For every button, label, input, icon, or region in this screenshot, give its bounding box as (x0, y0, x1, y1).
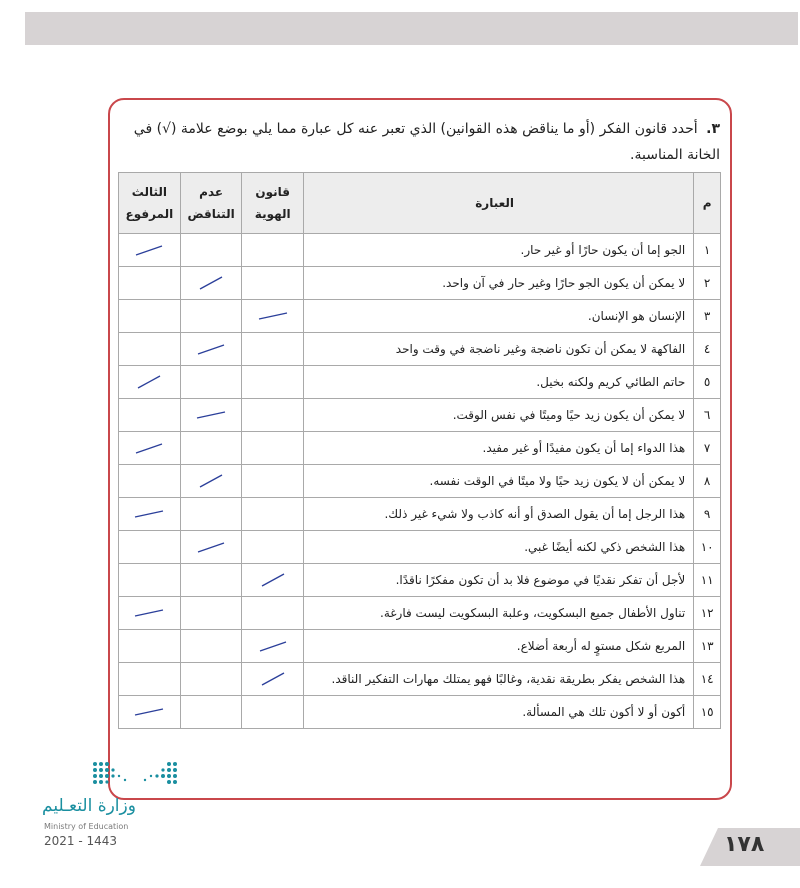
check-cell-non-contradiction[interactable] (180, 333, 242, 366)
row-number: ٧ (694, 432, 721, 465)
check-cell-excluded-middle[interactable] (119, 498, 181, 531)
row-statement: المربع شكل مستوٍ له أربعة أضلاع. (303, 630, 693, 663)
row-statement: هذا الرجل إما أن يقول الصدق أو أنه كاذب ولا شيء غير ذلك. (303, 498, 693, 531)
tick-mark-icon (195, 406, 227, 424)
row-statement: هذا الشخص يفكر بطريقة نقدية، وغالبًا فهو يمتلك مهارات التفكير الناقد. (303, 663, 693, 696)
row-statement: هذا الدواء إما أن يكون مفيدًا أو غير مفيد. (303, 432, 693, 465)
check-cell-identity[interactable] (242, 696, 303, 729)
check-cell-non-contradiction[interactable] (180, 399, 242, 432)
check-cell-identity[interactable] (242, 465, 303, 498)
tick-mark-icon (195, 472, 227, 490)
check-cell-excluded-middle[interactable] (119, 267, 181, 300)
tick-stroke (138, 376, 160, 388)
row-statement: أكون أو لا أكون تلك هي المسألة. (303, 696, 693, 729)
tick-mark-icon (133, 373, 165, 391)
check-cell-non-contradiction[interactable] (180, 663, 242, 696)
check-cell-non-contradiction[interactable] (180, 300, 242, 333)
check-cell-excluded-middle[interactable] (119, 564, 181, 597)
table-row (119, 333, 721, 366)
row-number: ٥ (694, 366, 721, 399)
row-statement: الإنسان هو الإنسان. (303, 300, 693, 333)
tick-stroke (259, 313, 287, 319)
tick-mark-icon (133, 604, 165, 622)
check-cell-excluded-middle[interactable] (119, 465, 181, 498)
row-number: ١٠ (694, 531, 721, 564)
table-header-row (119, 173, 721, 234)
check-cell-identity[interactable] (242, 597, 303, 630)
question-text (120, 116, 720, 168)
table-row (119, 531, 721, 564)
check-cell-identity[interactable] (242, 564, 303, 597)
check-cell-non-contradiction[interactable] (180, 531, 242, 564)
tick-stroke (260, 642, 286, 651)
row-statement: هذا الشخص ذكي لكنه أيضًا غبي. (303, 531, 693, 564)
logo-dots-icon (89, 760, 181, 790)
table-row (119, 267, 721, 300)
row-number: ١٢ (694, 597, 721, 630)
tick-stroke (200, 475, 222, 487)
check-cell-excluded-middle[interactable] (119, 366, 181, 399)
tick-stroke (262, 574, 284, 586)
row-number: ٤ (694, 333, 721, 366)
tick-stroke (135, 511, 163, 517)
check-cell-non-contradiction[interactable] (180, 267, 242, 300)
header-num: م (694, 173, 721, 234)
row-statement: الفاكهة لا يمكن أن تكون ناضجة وغير ناضجة في وقت واحد (303, 333, 693, 366)
tick-stroke (198, 345, 224, 354)
tick-stroke (262, 673, 284, 685)
check-cell-excluded-middle[interactable] (119, 333, 181, 366)
tick-stroke (136, 444, 162, 453)
tick-stroke (135, 709, 163, 715)
row-number: ١٤ (694, 663, 721, 696)
check-cell-excluded-middle[interactable] (119, 630, 181, 663)
row-number: ٣ (694, 300, 721, 333)
row-statement: الجو إما أن يكون حارًا أو غير حار. (303, 234, 693, 267)
check-cell-identity[interactable] (242, 663, 303, 696)
page-number: ١٧٨ (724, 832, 765, 857)
tick-mark-icon (257, 637, 289, 655)
question-number: ٣. (706, 121, 720, 137)
check-cell-excluded-middle[interactable] (119, 663, 181, 696)
tick-mark-icon (133, 505, 165, 523)
check-cell-non-contradiction[interactable] (180, 465, 242, 498)
tick-stroke (197, 412, 225, 418)
table-row (119, 465, 721, 498)
row-statement: لأجل أن تفكر نقديًا في موضوع فلا بد أن تكون مفكرًا ناقدًا. (303, 564, 693, 597)
check-cell-identity[interactable] (242, 234, 303, 267)
logo-year: 2021 - 1443 (44, 834, 118, 848)
table-row (119, 366, 721, 399)
header-non-contradiction: عدم التناقض (180, 173, 242, 234)
check-cell-excluded-middle[interactable] (119, 597, 181, 630)
table-row (119, 399, 721, 432)
check-cell-identity[interactable] (242, 531, 303, 564)
check-cell-non-contradiction[interactable] (180, 630, 242, 663)
check-cell-identity[interactable] (242, 498, 303, 531)
tick-mark-icon (257, 571, 289, 589)
row-number: ١ (694, 234, 721, 267)
check-cell-non-contradiction[interactable] (180, 564, 242, 597)
check-cell-non-contradiction[interactable] (180, 432, 242, 465)
check-cell-identity[interactable] (242, 267, 303, 300)
row-number: ٢ (694, 267, 721, 300)
tick-mark-icon (257, 670, 289, 688)
check-cell-excluded-middle[interactable] (119, 696, 181, 729)
table-row (119, 663, 721, 696)
ministry-logo (42, 760, 152, 850)
check-cell-identity[interactable] (242, 366, 303, 399)
worksheet-table (118, 172, 721, 729)
check-cell-identity[interactable] (242, 432, 303, 465)
header-excluded-middle: الثالث المرفوع (119, 173, 181, 234)
header-identity: قانون الهوية (242, 173, 303, 234)
row-number: ١٥ (694, 696, 721, 729)
check-cell-non-contradiction[interactable] (180, 234, 242, 267)
table-row (119, 696, 721, 729)
question-body: أحدد قانون الفكر (أو ما يناقض هذه القوانين) الذي تعبر عنه كل عبارة مما يلي بوضع علامة (√) في الخانة المناسبة. (133, 121, 720, 163)
table-row (119, 597, 721, 630)
header-band (25, 12, 798, 45)
row-number: ٩ (694, 498, 721, 531)
tick-stroke (198, 543, 224, 552)
check-cell-non-contradiction[interactable] (180, 696, 242, 729)
check-cell-excluded-middle[interactable] (119, 234, 181, 267)
tick-stroke (135, 610, 163, 616)
row-statement: تناول الأطفال جميع البسكويت، وعلبة البسكويت ليست فارغة. (303, 597, 693, 630)
table-row (119, 564, 721, 597)
check-cell-excluded-middle[interactable] (119, 432, 181, 465)
check-cell-identity[interactable] (242, 300, 303, 333)
table-row (119, 234, 721, 267)
check-cell-non-contradiction[interactable] (180, 498, 242, 531)
header-statement: العبارة (303, 173, 693, 234)
table-row (119, 498, 721, 531)
check-cell-excluded-middle[interactable] (119, 531, 181, 564)
row-number: ٨ (694, 465, 721, 498)
row-statement: لا يمكن أن يكون الجو حارًا وغير حار في آن واحد. (303, 267, 693, 300)
check-cell-identity[interactable] (242, 630, 303, 663)
logo-arabic-text: وزارة التعـليم (42, 796, 136, 816)
check-cell-non-contradiction[interactable] (180, 366, 242, 399)
row-number: ٦ (694, 399, 721, 432)
table-row (119, 432, 721, 465)
check-cell-excluded-middle[interactable] (119, 399, 181, 432)
tick-mark-icon (133, 703, 165, 721)
tick-stroke (200, 277, 222, 289)
check-cell-non-contradiction[interactable] (180, 597, 242, 630)
check-cell-identity[interactable] (242, 333, 303, 366)
table-row (119, 630, 721, 663)
check-cell-identity[interactable] (242, 399, 303, 432)
table-row (119, 300, 721, 333)
row-statement: لا يمكن أن يكون زيد حيًا وميتًا في نفس الوقت. (303, 399, 693, 432)
row-number: ١٣ (694, 630, 721, 663)
tick-mark-icon (257, 307, 289, 325)
check-cell-excluded-middle[interactable] (119, 300, 181, 333)
row-statement: لا يمكن أن لا يكون زيد حيًا ولا ميتًا في الوقت نفسه. (303, 465, 693, 498)
row-statement: حاتم الطائي كريم ولكنه بخيل. (303, 366, 693, 399)
tick-mark-icon (195, 274, 227, 292)
tick-stroke (136, 246, 162, 255)
tick-mark-icon (133, 439, 165, 457)
row-number: ١١ (694, 564, 721, 597)
tick-mark-icon (195, 538, 227, 556)
logo-english-text: Ministry of Education (44, 822, 129, 831)
tick-mark-icon (195, 340, 227, 358)
tick-mark-icon (133, 241, 165, 259)
